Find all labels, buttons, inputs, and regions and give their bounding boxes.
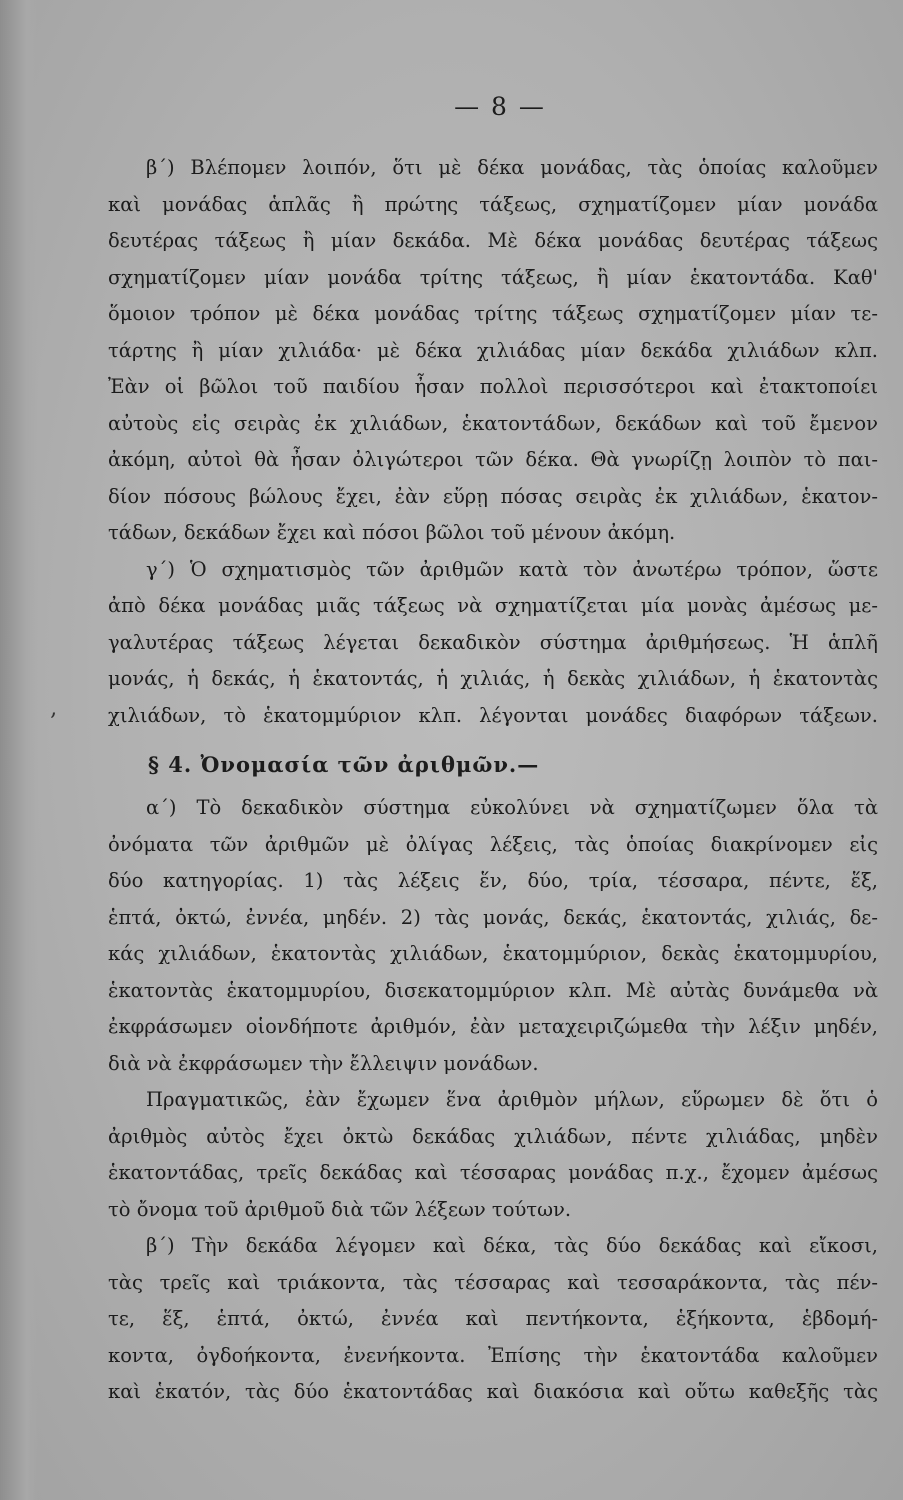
- text-line: δευτέρας τάξεως ἢ μίαν δεκάδα. Μὲ δέκα μονάδας δευτέρας τάξεως: [108, 229, 878, 252]
- text-line: καὶ ἑκατόν, τὰς δύο ἑκατοντάδας καὶ διακόσια καὶ οὕτω καθεξῆς τὰς: [108, 1380, 878, 1403]
- text-line: τὰς τρεῖς καὶ τριάκοντα, τὰς τέσσαρας καὶ τεσσαράκοντα, τὰς πέν-: [108, 1270, 878, 1294]
- margin-mark: ‚: [50, 696, 57, 721]
- text-line: β΄) Βλέπομεν λοιπόν, ὅτι μὲ δέκα μονάδας, τὰς ὁποίας καλοῦμεν: [146, 156, 878, 179]
- text-line: δύο κατηγορίας. 1) τὰς λέξεις ἕν, δύο, τρία, τέσσαρα, πέντε, ἕξ,: [108, 869, 878, 892]
- text-line: τάδων, δεκάδων ἔχει καὶ πόσοι βῶλοι τοῦ μένουν ἀκόμη.: [108, 521, 676, 544]
- text-line: γ΄) Ὁ σχηματισμὸς τῶν ἀριθμῶν κατὰ τὸν ἀνωτέρω τρόπον, ὥστε: [146, 557, 878, 581]
- text-line: μονάς, ἡ δεκάς, ἡ ἑκατοντάς, ἡ χιλιάς, ἡ δεκὰς χιλιάδων, ἡ ἑκατοντὰς: [108, 667, 878, 690]
- text-line: ἑπτά, ὀκτώ, ἐννέα, μηδέν. 2) τὰς μονάς, δεκάς, ἑκατοντάς, χιλιάς, δε-: [108, 905, 878, 929]
- text-line: κοντα, ὀγδοήκοντα, ἐνενήκοντα. Ἐπίσης τὴν ἑκατοντάδα καλοῦμεν: [108, 1343, 878, 1367]
- body-text: [108, 150, 878, 1411]
- text-line: κάς χιλιάδων, ἑκατοντὰς χιλιάδων, ἑκατομμύριον, δεκὰς ἑκατομμυρίου,: [108, 942, 878, 965]
- text-line: αὐτοὺς εἰς σειρὰς ἐκ χιλιάδων, ἑκατοντάδων, δεκάδων καὶ τοῦ ἔμενον: [108, 411, 878, 435]
- text-line: τάρτης ἢ μίαν χιλιάδα· μὲ δέκα χιλιάδας μίαν δεκάδα χιλιάδων κλπ.: [108, 338, 878, 362]
- binding-shadow: [0, 0, 38, 1500]
- text-line: ἀπὸ δέκα μονάδας μιᾶς τάξεως νὰ σχηματίζεται μία μονὰς ἀμέσως με-: [108, 594, 878, 617]
- text-line: τε, ἕξ, ἑπτά, ὀκτώ, ἐννέα καὶ πεντήκοντα, ἑξήκοντα, ἑβδομή-: [108, 1307, 878, 1330]
- text-line: ἀριθμὸς αὐτὸς ἔχει ὀκτὼ δεκάδας χιλιάδων, πέντε χιλιάδας, μηδὲν: [108, 1124, 878, 1148]
- text-line: τὸ ὄνομα τοῦ ἀριθμοῦ διὰ τῶν λέξεων τούτων.: [108, 1197, 572, 1221]
- text-line: ἑκατοντάδας, τρεῖς δεκάδας καὶ τέσσαρας μονάδας π.χ., ἔχομεν ἀμέσως: [108, 1161, 878, 1184]
- text-line: ὅμοιον τρόπον μὲ δέκα μονάδας τρίτης τάξεως σχηματίζομεν μίαν τε-: [108, 302, 878, 325]
- text-line: ἑκατοντὰς ἑκατομμυρίου, δισεκατομμύριον κλπ. Μὲ αὐτὰς δυνάμεθα νὰ: [108, 978, 878, 1002]
- text-line: καὶ μονάδας ἁπλᾶς ἢ πρώτης τάξεως, σχηματίζομεν μίαν μονάδα: [108, 192, 878, 216]
- text-line: ἀκόμη, αὐτοὶ θὰ ἦσαν ὀλιγώτεροι τῶν δέκα. Θὰ γνωρίζῃ λοιπὸν τὸ παι-: [108, 448, 878, 471]
- text-line: γαλυτέρας τάξεως λέγεται δεκαδικὸν σύστημα ἀριθμήσεως. Ἡ ἁπλῆ: [108, 630, 878, 654]
- page-number: — 8 —: [454, 92, 546, 121]
- text-line: ἐκφράσωμεν οἱονδήποτε ἀριθμόν, ἐὰν μεταχειριζώμεθα τὴν λέξιν μηδέν,: [108, 1015, 878, 1038]
- text-line: ὀνόματα τῶν ἀριθμῶν μὲ ὀλίγας λέξεις, τὰς ὁποίας διακρίνομεν εἰς: [108, 832, 878, 856]
- section-heading: § 4. Ὀνομασία τῶν ἀριθμῶν.—: [148, 752, 540, 777]
- text-line: α΄) Τὸ δεκαδικὸν σύστημα εὐκολύνει νὰ σχηματίζωμεν ὅλα τὰ: [146, 796, 878, 819]
- text-line: χιλιάδων, τὸ ἑκατομμύριον κλπ. λέγονται μονάδες διαφόρων τάξεων.: [108, 703, 878, 727]
- text-line: Ἐὰν οἱ βῶλοι τοῦ παιδίου ἦσαν πολλοὶ περισσότεροι καὶ ἐτακτοποίει: [108, 375, 878, 398]
- text-line: β΄) Τὴν δεκάδα λέγομεν καὶ δέκα, τὰς δύο δεκάδας καὶ εἴκοσι,: [146, 1234, 878, 1257]
- text-line: σχηματίζομεν μίαν μονάδα τρίτης τάξεως, ἢ μίαν ἑκατοντάδα. Καθ': [108, 265, 878, 289]
- text-line: Πραγματικῶς, ἐὰν ἔχωμεν ἕνα ἀριθμὸν μήλων, εὕρωμεν δὲ ὅτι ὁ: [146, 1088, 878, 1111]
- text-line: δίον πόσους βώλους ἔχει, ἐὰν εὕρῃ πόσας σειρὰς ἐκ χιλιάδων, ἑκατον-: [108, 484, 878, 508]
- text-line: διὰ νὰ ἐκφράσωμεν τὴν ἔλλειψιν μονάδων.: [108, 1051, 539, 1075]
